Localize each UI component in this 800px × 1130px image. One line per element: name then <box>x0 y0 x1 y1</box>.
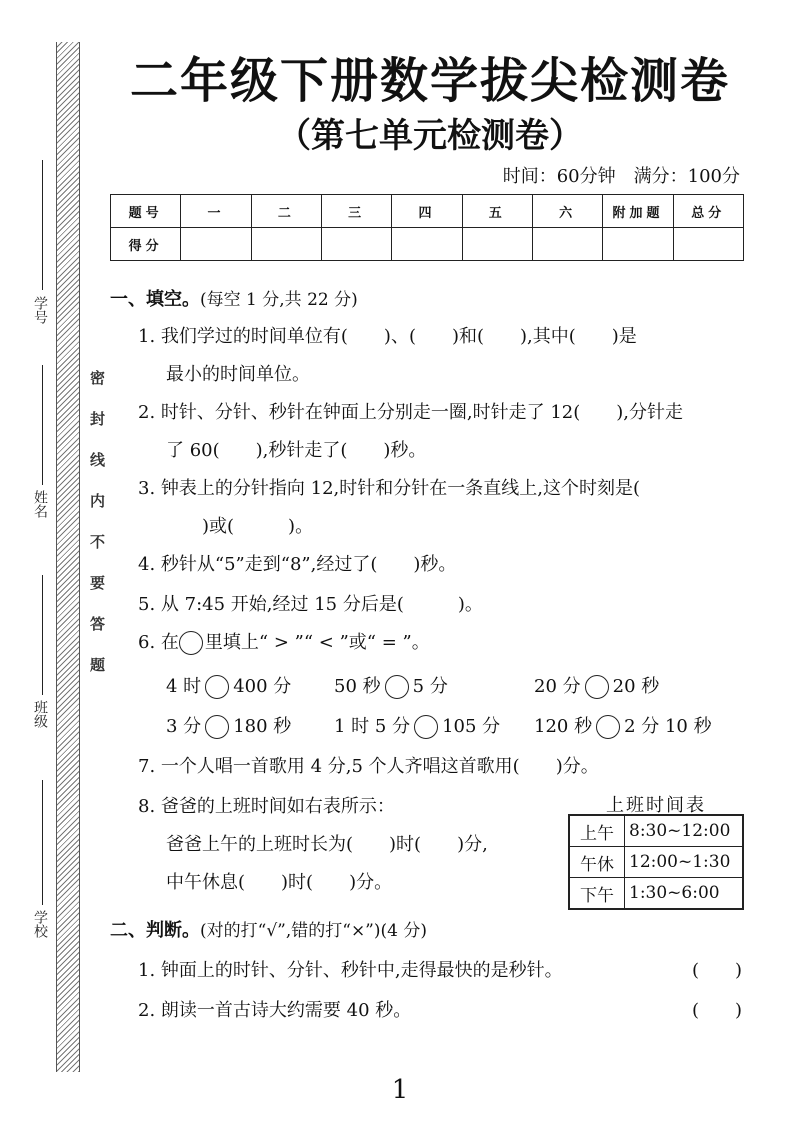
question-1-line-1: 1. 我们学过的时间单位有( )、( )和( ),其中( )是 <box>138 326 637 347</box>
compare-right: 2 分 10 秒 <box>624 716 712 737</box>
score-row-label: 得分 <box>111 228 181 261</box>
question-3-line-1: 3. 钟表上的分针指向 12,时针和分针在一条直线上,这个时刻是( <box>138 478 640 499</box>
question-8-line-1: 8. 爸爸的上班时间如右表所示： <box>138 796 395 817</box>
schedule-row <box>569 878 743 910</box>
binding-strip <box>56 42 80 1072</box>
score-header-cell: 三 <box>321 195 391 228</box>
section-2-heading <box>110 916 427 942</box>
score-header-cell: 六 <box>532 195 602 228</box>
compare-right: 105 分 <box>442 716 501 737</box>
time-info: 时间：60分钟 满分：100分 <box>502 166 740 187</box>
compare-right: 20 秒 <box>612 676 660 697</box>
score-header-cell: 附加题 <box>603 195 673 228</box>
score-table <box>110 194 744 261</box>
name-label: 姓名 <box>32 490 48 518</box>
question-2-line-1: 2. 时针、分针、秒针在钟面上分别走一圈,时针走了 12( ),分针走 <box>138 402 684 423</box>
schedule-time: 8:30~12:00 <box>625 815 744 847</box>
score-cell[interactable] <box>462 228 532 261</box>
score-cell[interactable] <box>532 228 602 261</box>
score-header-cell: 一 <box>181 195 251 228</box>
schedule-label: 上午 <box>569 815 625 847</box>
question-6-post: 里填上“ > ”“ < ”或“ = ”。 <box>204 632 430 653</box>
question-8-line-2: 爸爸上午的上班时长为( )时( )分, <box>166 834 488 855</box>
schedule-label: 午休 <box>569 847 625 878</box>
compare-circle[interactable] <box>414 715 438 739</box>
question-7: 7. 一个人唱一首歌用 4 分,5 个人齐唱这首歌用( )分。 <box>138 756 599 777</box>
compare-left: 1 时 5 分 <box>334 716 411 737</box>
compare-item <box>534 672 659 699</box>
compare-circle[interactable] <box>205 715 229 739</box>
score-cell[interactable] <box>603 228 673 261</box>
circle-icon <box>179 631 203 655</box>
compare-circle[interactable] <box>596 715 620 739</box>
score-cell[interactable] <box>392 228 462 261</box>
score-header-cell: 二 <box>251 195 321 228</box>
judge-question-2: 2. 朗读一首古诗大约需要 40 秒。 <box>138 1000 412 1021</box>
answer-parentheses[interactable]: ( ) <box>691 1000 742 1021</box>
student-no-label: 学号 <box>32 296 48 324</box>
school-label: 学校 <box>32 910 48 938</box>
compare-circle[interactable] <box>205 675 229 699</box>
score-value-row <box>111 228 744 261</box>
question-2-line-2: 了 60( ),秒针走了( )秒。 <box>166 440 427 461</box>
question-6 <box>138 628 430 655</box>
score-header-cell: 四 <box>392 195 462 228</box>
compare-circle[interactable] <box>585 675 609 699</box>
section-1-note: (每空 1 分,共 22 分) <box>200 290 358 310</box>
compare-item <box>534 712 712 739</box>
score-header-cell: 总分 <box>673 195 743 228</box>
class-label: 班级 <box>32 700 48 728</box>
schedule-time: 1:30~6:00 <box>625 878 744 910</box>
schedule-label: 下午 <box>569 878 625 910</box>
score-header-cell: 题号 <box>111 195 181 228</box>
compare-left: 120 秒 <box>534 716 593 737</box>
compare-right: 180 秒 <box>233 716 292 737</box>
compare-left: 4 时 <box>166 676 202 697</box>
question-3-line-2: )或( )。 <box>166 516 314 537</box>
question-5: 5. 从 7:45 开始,经过 15 分后是( )。 <box>138 594 483 615</box>
compare-item <box>334 712 500 739</box>
compare-item <box>166 712 291 739</box>
compare-left: 3 分 <box>166 716 202 737</box>
question-6-pre: 6. 在 <box>138 632 179 653</box>
question-4: 4. 秒针从“5”走到“8”,经过了( )秒。 <box>138 554 457 575</box>
score-header-cell: 五 <box>462 195 532 228</box>
judge-question-1: 1. 钟面上的时针、分针、秒针中,走得最快的是秒针。 <box>138 960 563 981</box>
section-2-note: (对的打“√”,错的打“×”)(4 分) <box>200 921 427 941</box>
compare-left: 20 分 <box>534 676 581 697</box>
page-number: 1 <box>391 1075 409 1105</box>
schedule-title: 上班时间表 <box>606 795 706 816</box>
page-subtitle: （第七单元检测卷） <box>277 116 583 156</box>
compare-right: 400 分 <box>233 676 292 697</box>
schedule-row <box>569 847 743 878</box>
question-1-line-2: 最小的时间单位。 <box>166 364 310 385</box>
compare-item <box>334 672 448 699</box>
score-cell[interactable] <box>673 228 743 261</box>
schedule-time: 12:00~1:30 <box>625 847 744 878</box>
section-1-heading <box>110 285 358 311</box>
answer-parentheses[interactable]: ( ) <box>691 960 742 981</box>
compare-circle[interactable] <box>385 675 409 699</box>
compare-right: 5 分 <box>412 676 448 697</box>
score-cell[interactable] <box>251 228 321 261</box>
compare-item <box>166 672 291 699</box>
section-2-title: 二、判断。 <box>110 920 200 941</box>
page-title: 二年级下册数学拔尖检测卷 <box>129 53 730 109</box>
question-8-line-3: 中午休息( )时( )分。 <box>166 872 393 893</box>
score-cell[interactable] <box>181 228 251 261</box>
score-cell[interactable] <box>321 228 391 261</box>
section-1-title: 一、填空。 <box>110 289 200 310</box>
compare-left: 50 秒 <box>334 676 381 697</box>
schedule-row <box>569 815 743 847</box>
schedule-table <box>568 814 744 910</box>
seal-line-text: 密封线内不要答题 <box>88 370 106 698</box>
score-header-row <box>111 195 744 228</box>
